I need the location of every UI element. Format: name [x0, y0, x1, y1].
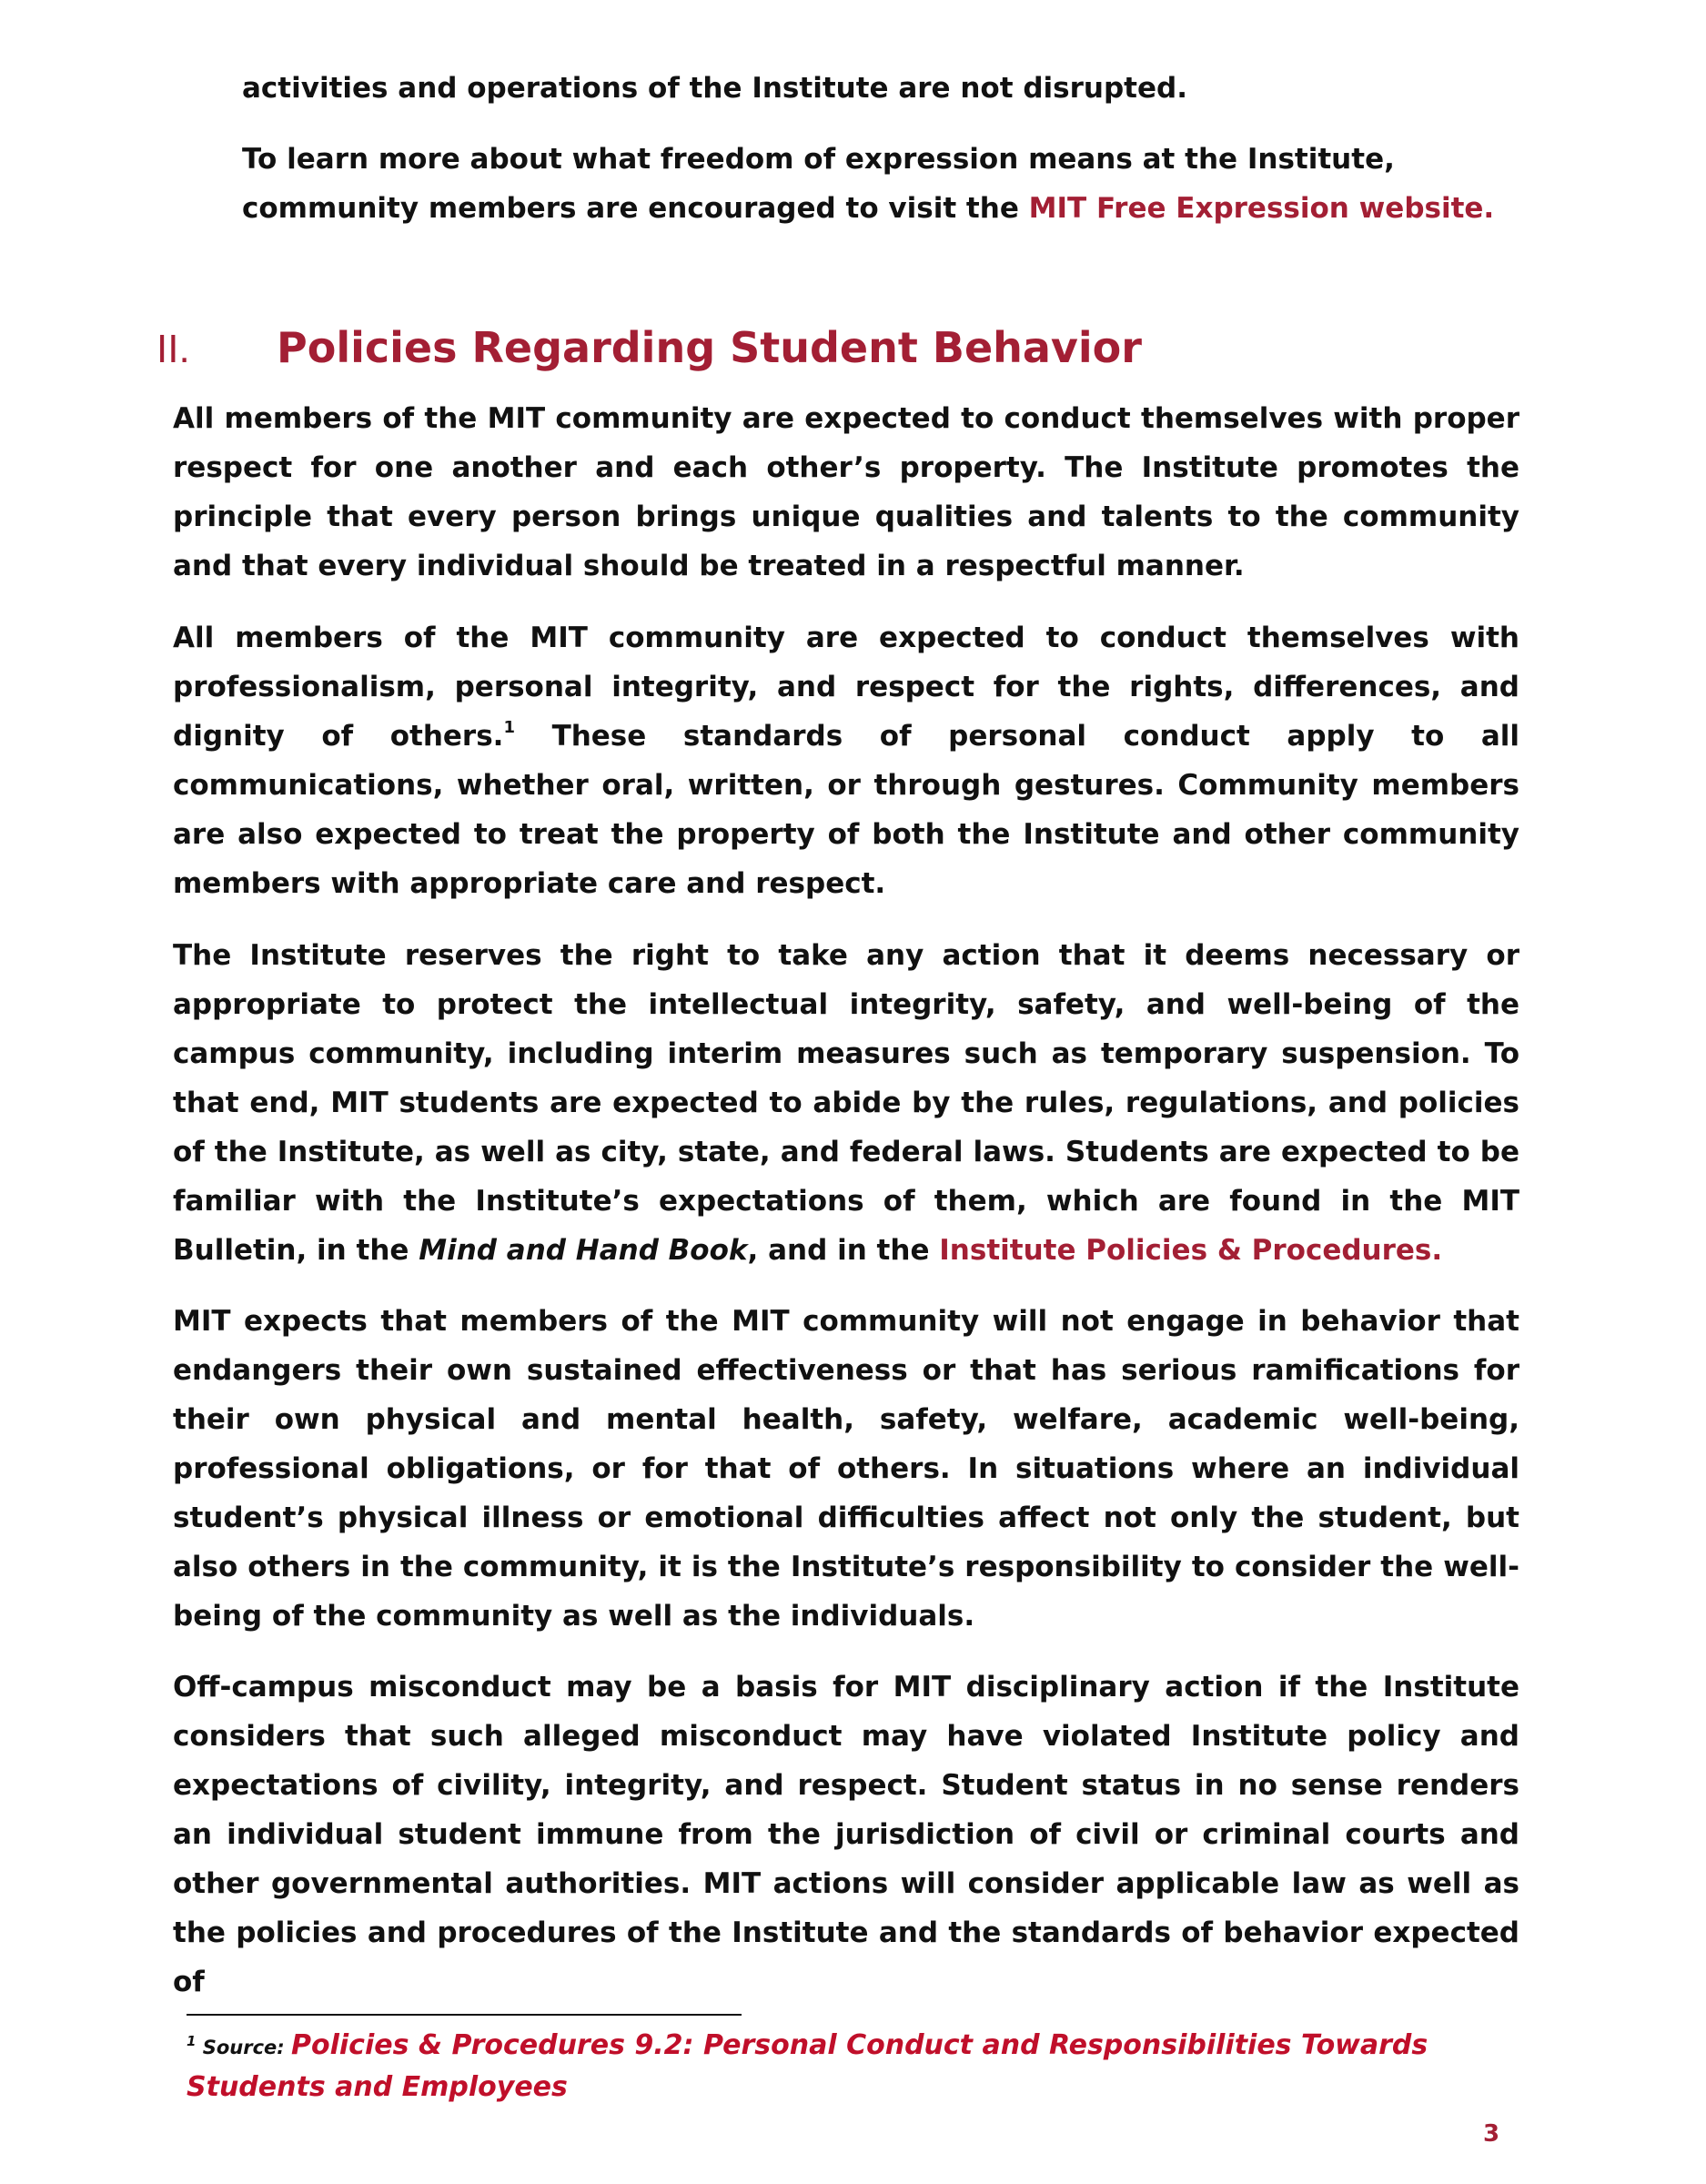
footnote-source-link[interactable]: Policies & Procedures 9.2: Personal Conduct and Responsibilities Towards Students and Employees [187, 2029, 1428, 2103]
free-expression-text: To learn more about what freedom of expression means at the Institute, community members are encouraged to visit the [242, 143, 1395, 225]
institute-policies-link[interactable]: Institute Policies & Procedures. [939, 1234, 1443, 1267]
paragraph-institute-rights-connector: , and in the [747, 1234, 940, 1267]
footnote-reference[interactable]: 1 [503, 718, 515, 737]
intro-closing-line [242, 64, 1519, 113]
free-expression-link[interactable]: MIT Free Expression website. [1028, 192, 1495, 225]
paragraph-professionalism-text: All members of the MIT community are expected to conduct themselves with professionalism, personal integrity, and respect for the rights, differences, and dignity of others. [173, 622, 1519, 753]
paragraph-behavior-expectations-text: MIT expects that members of the MIT community will not engage in behavior that endangers their own sustained effectiveness or that has serious ramifications for their own physical and mental health, safety, welfare, academic well-being, professional obligations, or for that of others. In situations where an individual student’s physical illness or emotional difficulties affect not only the student, but also others in the community, it is the Institute’s responsibility to consider the well-being of the community as well as the individuals. [173, 1305, 1519, 1633]
paragraph-institute-rights [173, 931, 1519, 1275]
paragraph-institute-rights-text: The Institute reserves the right to take any action that it deems necessary or appropriate to protect the intellectual integrity, safety, and well-being of the campus community, including interim measures such as temporary suspension. To that end, MIT students are expected to abide by the rules, regulations, and policies of the Institute, as well as city, state, and federal laws. Students are expected to be familiar with the Institute’s expectations of them, which are found in the MIT Bulletin, in the [173, 939, 1519, 1267]
paragraph-respect-text: All members of the MIT community are expected to conduct themselves with proper respect for one another and each other’s property. The Institute promotes the principle that every person brings unique qualities and talents to the community and that every individual should be treated in a respectful manner. [173, 402, 1519, 582]
section-heading [156, 318, 1142, 379]
free-expression-paragraph [242, 135, 1519, 233]
paragraph-professionalism [173, 613, 1519, 908]
footnote [187, 2026, 1524, 2108]
paragraph-respect [173, 394, 1519, 591]
footnote-label [187, 2033, 292, 2058]
footnote-divider [187, 2014, 742, 2016]
paragraph-off-campus-misconduct-text: Off-campus misconduct may be a basis for MIT disciplinary action if the Institute considers that such alleged misconduct may have violated Institute policy and expectations of civility, integrity, and respect. Student status in no sense renders an individual student immune from the jurisdiction of civil or criminal courts and other governmental authorities. MIT actions will consider applicable law as well as the policies and procedures of the Institute and the standards of behavior expected of [173, 1671, 1519, 1998]
section-title: Policies Regarding Student Behavior [277, 323, 1142, 372]
paragraph-off-campus-misconduct [173, 1663, 1519, 2007]
intro-closing-text: activities and operations of the Institute are not disrupted. [242, 72, 1187, 105]
paragraph-professionalism-text-continued: These standards of personal conduct apply to all communications, whether oral, written, or through gestures. Community members are also expected to treat the property of both the Institute and other community members with appropriate care and respect. [173, 720, 1520, 900]
footnote-source-label: Source: [196, 2037, 292, 2058]
section-number: II. [156, 327, 190, 371]
paragraph-behavior-expectations [173, 1297, 1519, 1641]
mind-and-hand-book-title: Mind and Hand Book [419, 1234, 748, 1267]
page-number: 3 [1483, 2120, 1500, 2148]
footnote-number: 1 [187, 2033, 197, 2049]
